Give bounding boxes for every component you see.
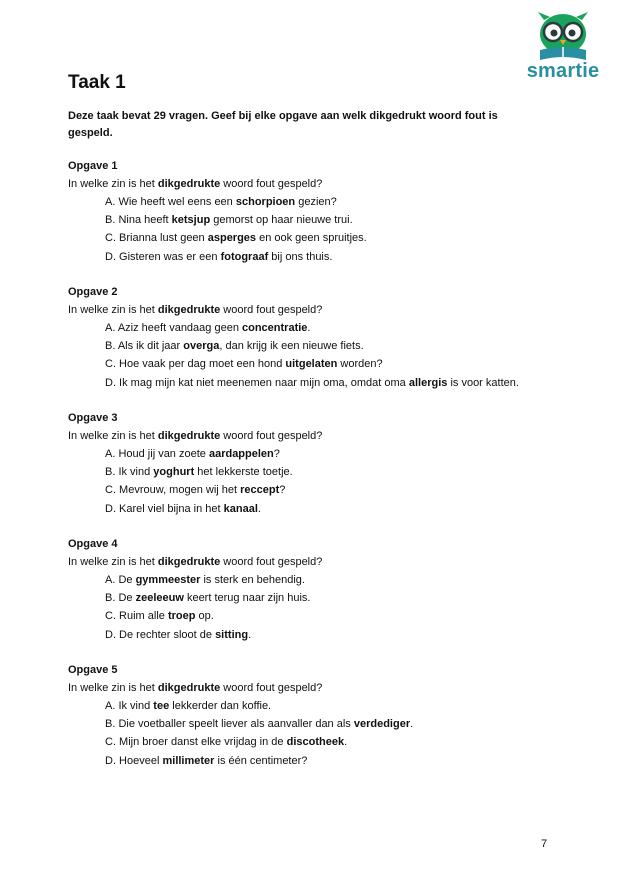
smartie-logo (521, 10, 605, 90)
owl-with-glasses-icon (532, 10, 594, 64)
question-prompt: In welke zin is het dikgedrukte woord fout gespeld? (68, 430, 323, 442)
answer-option: B. Ik vind yoghurt het lekkerste toetje. (105, 466, 293, 479)
answer-option: D. Hoeveel millimeter is één centimeter? (105, 754, 308, 767)
answer-option: C. Brianna lust geen asperges en ook geen spruitjes. (105, 232, 367, 245)
answer-options (68, 445, 568, 518)
answer-options (68, 697, 568, 770)
answer-option: B. Als ik dit jaar overga, dan krijg ik een nieuwe fiets. (105, 340, 364, 353)
page-number: 7 (541, 838, 548, 850)
question-label: Opgave 1 (68, 160, 118, 172)
answer-options (68, 193, 568, 266)
answer-options (68, 319, 568, 392)
question-label: Opgave 2 (68, 286, 118, 298)
answer-option: C. Hoe vaak per dag moet een hond uitgelaten worden? (105, 358, 383, 371)
answer-option: A. Houd jij van zoete aardappelen? (105, 448, 280, 460)
question-prompt: In welke zin is het dikgedrukte woord fout gespeld? (68, 178, 323, 190)
answer-options (68, 571, 568, 644)
task-instructions: Deze taak bevat 29 vragen. Geef bij elke opgave aan welk dikgedrukt woord fout is gespeld. (68, 110, 498, 139)
answer-option: A. Wie heeft wel eens een schorpioen gezien? (105, 196, 337, 208)
question-prompt: In welke zin is het dikgedrukte woord fout gespeld? (68, 682, 323, 694)
page-title: Taak 1 (68, 72, 126, 93)
question-block (68, 409, 568, 518)
answer-option: B. Die voetballer speelt liever als aanvaller dan als verdediger. (105, 718, 414, 731)
question-block (68, 283, 568, 392)
answer-option: B. De zeeleeuw keert terug naar zijn huis. (105, 592, 311, 605)
question-block (68, 661, 568, 770)
answer-option: A. Ik vind tee lekkerder dan koffie. (105, 700, 272, 712)
question-block (68, 157, 568, 266)
answer-option: D. De rechter sloot de sitting. (105, 628, 252, 641)
logo-text: smartie (526, 60, 600, 82)
answer-option: A. Aziz heeft vandaag geen concentratie. (105, 322, 311, 334)
question-label: Opgave 5 (68, 664, 118, 676)
answer-option: C. Mevrouw, mogen wij het reccept? (105, 484, 286, 497)
answer-option: A. De gymmeester is sterk en behendig. (105, 574, 305, 586)
answer-option: D. Karel viel bijna in het kanaal. (105, 502, 261, 515)
question-label: Opgave 4 (68, 538, 118, 550)
answer-option: C. Ruim alle troep op. (105, 610, 214, 623)
question-block (68, 535, 568, 644)
answer-option: D. Gisteren was er een fotograaf bij ons thuis. (105, 250, 333, 263)
answer-option: C. Mijn broer danst elke vrijdag in de discotheek. (105, 736, 348, 749)
answer-option: B. Nina heeft ketsjup gemorst op haar nieuwe trui. (105, 214, 353, 227)
answer-option: D. Ik mag mijn kat niet meenemen naar mijn oma, omdat oma allergis is voor katten. (105, 376, 519, 389)
question-prompt: In welke zin is het dikgedrukte woord fout gespeld? (68, 556, 323, 568)
question-label: Opgave 3 (68, 412, 118, 424)
question-prompt: In welke zin is het dikgedrukte woord fout gespeld? (68, 304, 323, 316)
